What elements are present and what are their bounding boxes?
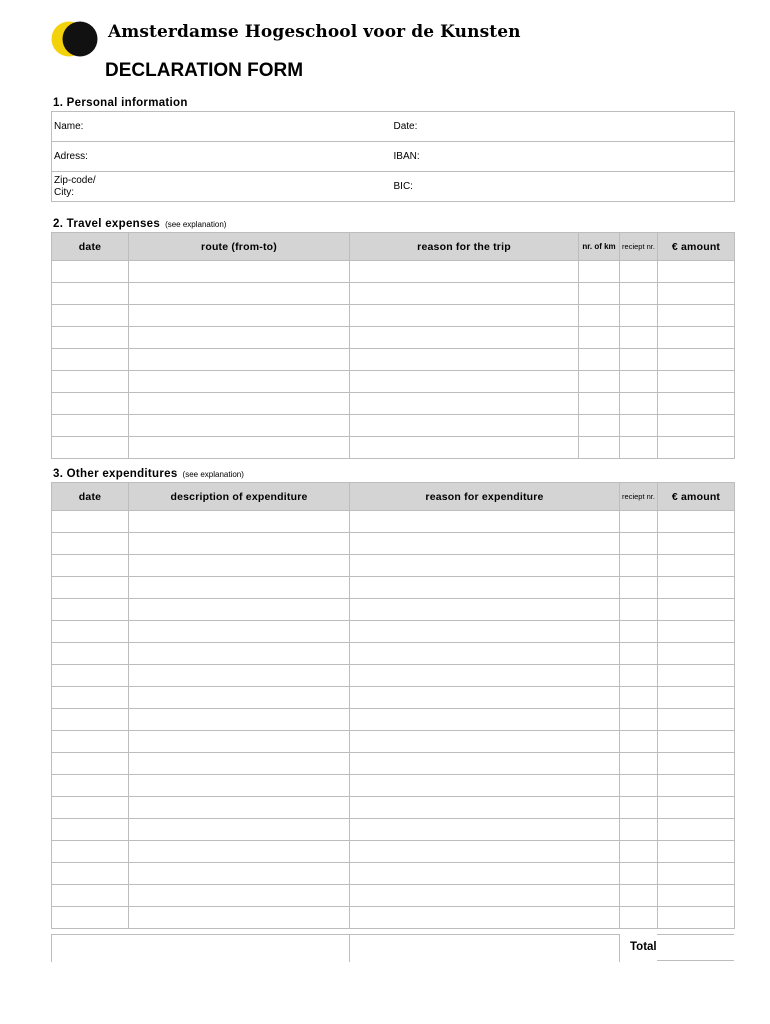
- travel-expenses-note: (see explanation): [165, 220, 227, 229]
- other-cell[interactable]: [350, 643, 620, 665]
- travel-cell[interactable]: [579, 327, 620, 349]
- other-cell[interactable]: [620, 797, 658, 819]
- other-cell[interactable]: [350, 797, 620, 819]
- other-cell[interactable]: [658, 665, 735, 687]
- other-cell[interactable]: [350, 599, 620, 621]
- other-cell[interactable]: [129, 775, 350, 797]
- travel-cell[interactable]: [620, 393, 658, 415]
- other-col-description: description of expenditure: [129, 483, 350, 511]
- other-cell[interactable]: [350, 665, 620, 687]
- other-row: [52, 841, 735, 863]
- travel-cell[interactable]: [129, 305, 350, 327]
- travel-cell[interactable]: [52, 305, 129, 327]
- personal-info-row: [52, 112, 735, 142]
- travel-cell[interactable]: [579, 393, 620, 415]
- travel-row: [52, 415, 735, 437]
- other-body: [52, 511, 735, 929]
- travel-cell[interactable]: [620, 283, 658, 305]
- personal-info-row: [52, 142, 735, 172]
- other-cell[interactable]: [620, 555, 658, 577]
- other-cell[interactable]: [52, 775, 129, 797]
- other-row: [52, 687, 735, 709]
- other-cell[interactable]: [52, 753, 129, 775]
- travel-col-receipt: reciept nr.: [620, 233, 658, 261]
- other-cell[interactable]: [620, 863, 658, 885]
- other-row: [52, 907, 735, 929]
- other-cell[interactable]: [129, 709, 350, 731]
- travel-expenses-title: 2. Travel expenses: [53, 218, 161, 230]
- other-cell[interactable]: [658, 643, 735, 665]
- date-field[interactable]: [392, 112, 735, 142]
- other-cell[interactable]: [620, 731, 658, 753]
- travel-col-route: route (from-to): [129, 233, 350, 261]
- travel-cell[interactable]: [52, 327, 129, 349]
- travel-cell[interactable]: [620, 437, 658, 459]
- travel-cell[interactable]: [620, 305, 658, 327]
- other-cell[interactable]: [350, 577, 620, 599]
- total-label: Total: [630, 941, 657, 953]
- other-row: [52, 577, 735, 599]
- other-cell[interactable]: [658, 511, 735, 533]
- other-cell[interactable]: [52, 511, 129, 533]
- other-cell[interactable]: [658, 533, 735, 555]
- other-col-amount: € amount: [658, 483, 735, 511]
- travel-row: [52, 283, 735, 305]
- travel-cell[interactable]: [129, 371, 350, 393]
- other-row: [52, 775, 735, 797]
- travel-cell[interactable]: [579, 371, 620, 393]
- travel-cell[interactable]: [620, 371, 658, 393]
- travel-cell[interactable]: [52, 415, 129, 437]
- other-cell[interactable]: [52, 665, 129, 687]
- other-cell[interactable]: [658, 797, 735, 819]
- other-cell[interactable]: [350, 753, 620, 775]
- travel-row: [52, 261, 735, 283]
- travel-cell[interactable]: [129, 415, 350, 437]
- other-row: [52, 555, 735, 577]
- travel-cell[interactable]: [129, 261, 350, 283]
- travel-header-row: [52, 233, 735, 261]
- personal-info-row: [52, 172, 735, 202]
- other-cell[interactable]: [350, 687, 620, 709]
- travel-cell[interactable]: [350, 371, 579, 393]
- other-cell[interactable]: [129, 797, 350, 819]
- travel-cell[interactable]: [620, 415, 658, 437]
- other-cell[interactable]: [129, 599, 350, 621]
- other-row: [52, 533, 735, 555]
- other-cell[interactable]: [658, 863, 735, 885]
- other-cell[interactable]: [129, 863, 350, 885]
- other-cell[interactable]: [350, 555, 620, 577]
- travel-cell[interactable]: [350, 327, 579, 349]
- travel-cell[interactable]: [350, 437, 579, 459]
- other-cell[interactable]: [52, 533, 129, 555]
- other-cell[interactable]: [52, 577, 129, 599]
- name-label: Name:: [54, 121, 84, 132]
- other-cell[interactable]: [620, 907, 658, 929]
- zip-city-field[interactable]: [52, 172, 392, 202]
- other-cell[interactable]: [350, 841, 620, 863]
- other-row: [52, 819, 735, 841]
- other-cell[interactable]: [350, 775, 620, 797]
- total-row-top-border-right: [657, 934, 734, 962]
- other-cell[interactable]: [658, 555, 735, 577]
- other-cell[interactable]: [620, 687, 658, 709]
- other-cell[interactable]: [620, 599, 658, 621]
- travel-cell[interactable]: [658, 283, 735, 305]
- zip-label: Zip-code/: [54, 174, 96, 186]
- other-cell[interactable]: [52, 731, 129, 753]
- other-cell[interactable]: [658, 819, 735, 841]
- travel-cell[interactable]: [658, 371, 735, 393]
- name-field[interactable]: [52, 112, 392, 142]
- other-cell[interactable]: [129, 819, 350, 841]
- iban-label: IBAN:: [393, 151, 420, 162]
- other-cell[interactable]: [658, 841, 735, 863]
- travel-row: [52, 393, 735, 415]
- other-cell[interactable]: [658, 599, 735, 621]
- other-cell[interactable]: [620, 885, 658, 907]
- other-cell[interactable]: [620, 753, 658, 775]
- other-cell[interactable]: [620, 665, 658, 687]
- other-cell[interactable]: [350, 511, 620, 533]
- other-cell[interactable]: [350, 885, 620, 907]
- other-cell[interactable]: [52, 709, 129, 731]
- total-row-divider: [619, 934, 620, 962]
- other-cell[interactable]: [658, 775, 735, 797]
- travel-col-reason: reason for the trip: [350, 233, 579, 261]
- travel-cell[interactable]: [350, 261, 579, 283]
- travel-cell[interactable]: [658, 393, 735, 415]
- address-label: Adress:: [54, 151, 88, 162]
- address-field[interactable]: [52, 142, 392, 172]
- other-cell[interactable]: [350, 819, 620, 841]
- travel-expenses-heading: [53, 218, 226, 230]
- travel-row: [52, 349, 735, 371]
- other-cell[interactable]: [52, 599, 129, 621]
- other-cell[interactable]: [620, 621, 658, 643]
- travel-cell[interactable]: [52, 437, 129, 459]
- other-cell[interactable]: [658, 621, 735, 643]
- other-cell[interactable]: [52, 687, 129, 709]
- other-cell[interactable]: [129, 841, 350, 863]
- personal-info-table: [51, 111, 735, 202]
- other-cell[interactable]: [52, 621, 129, 643]
- travel-cell[interactable]: [658, 327, 735, 349]
- other-cell[interactable]: [350, 709, 620, 731]
- other-cell[interactable]: [129, 687, 350, 709]
- travel-cell[interactable]: [658, 415, 735, 437]
- other-cell[interactable]: [52, 885, 129, 907]
- other-cell[interactable]: [620, 643, 658, 665]
- date-label: Date:: [393, 121, 418, 132]
- other-cell[interactable]: [129, 665, 350, 687]
- total-row-divider: [349, 934, 350, 962]
- other-cell[interactable]: [620, 819, 658, 841]
- form-title: DECLARATION FORM: [105, 60, 304, 81]
- travel-cell[interactable]: [658, 305, 735, 327]
- travel-cell[interactable]: [52, 349, 129, 371]
- organization-name: Amsterdamse Hogeschool voor de Kunsten: [108, 22, 521, 42]
- other-cell[interactable]: [129, 511, 350, 533]
- other-header-row: [52, 483, 735, 511]
- other-cell[interactable]: [658, 687, 735, 709]
- travel-cell[interactable]: [620, 349, 658, 371]
- other-cell[interactable]: [620, 709, 658, 731]
- travel-cell[interactable]: [658, 437, 735, 459]
- other-cell[interactable]: [350, 621, 620, 643]
- other-cell[interactable]: [350, 533, 620, 555]
- city-label: City:: [54, 186, 74, 198]
- other-cell[interactable]: [52, 643, 129, 665]
- other-cell[interactable]: [620, 775, 658, 797]
- other-cell[interactable]: [620, 511, 658, 533]
- other-expenditures-table: [51, 482, 735, 929]
- other-row: [52, 599, 735, 621]
- travel-cell[interactable]: [350, 305, 579, 327]
- bic-label: BIC:: [393, 181, 413, 192]
- other-cell[interactable]: [52, 555, 129, 577]
- travel-cell[interactable]: [129, 349, 350, 371]
- other-row: [52, 731, 735, 753]
- travel-cell[interactable]: [350, 393, 579, 415]
- other-cell[interactable]: [350, 907, 620, 929]
- other-cell[interactable]: [129, 907, 350, 929]
- travel-row: [52, 327, 735, 349]
- other-row: [52, 885, 735, 907]
- other-cell[interactable]: [129, 621, 350, 643]
- travel-expenses-table: [51, 232, 735, 459]
- travel-body: [52, 261, 735, 459]
- other-cell[interactable]: [658, 731, 735, 753]
- other-row: [52, 863, 735, 885]
- travel-cell[interactable]: [658, 349, 735, 371]
- other-cell[interactable]: [350, 863, 620, 885]
- travel-row: [52, 305, 735, 327]
- travel-cell[interactable]: [579, 305, 620, 327]
- other-cell[interactable]: [129, 555, 350, 577]
- other-col-date: date: [52, 483, 129, 511]
- other-cell[interactable]: [52, 863, 129, 885]
- other-cell[interactable]: [620, 841, 658, 863]
- other-row: [52, 665, 735, 687]
- travel-cell[interactable]: [350, 349, 579, 371]
- other-col-reason: reason for expenditure: [350, 483, 620, 511]
- travel-cell[interactable]: [620, 327, 658, 349]
- total-amount-field[interactable]: [657, 960, 734, 961]
- other-cell[interactable]: [52, 907, 129, 929]
- other-cell[interactable]: [620, 577, 658, 599]
- iban-field[interactable]: [392, 142, 735, 172]
- travel-col-km: nr. of km: [579, 233, 620, 261]
- bic-field[interactable]: [392, 172, 735, 202]
- other-cell[interactable]: [658, 907, 735, 929]
- travel-cell[interactable]: [52, 371, 129, 393]
- travel-cell[interactable]: [579, 349, 620, 371]
- ahk-logo: [49, 21, 101, 57]
- travel-cell[interactable]: [579, 437, 620, 459]
- other-cell[interactable]: [129, 731, 350, 753]
- travel-cell[interactable]: [350, 415, 579, 437]
- travel-cell[interactable]: [129, 283, 350, 305]
- total-row-divider: [51, 934, 52, 962]
- other-cell[interactable]: [658, 577, 735, 599]
- other-cell[interactable]: [658, 709, 735, 731]
- travel-cell[interactable]: [620, 261, 658, 283]
- other-cell[interactable]: [129, 577, 350, 599]
- travel-row: [52, 371, 735, 393]
- travel-col-amount: € amount: [658, 233, 735, 261]
- travel-cell[interactable]: [129, 393, 350, 415]
- total-row-top-border: [51, 934, 619, 962]
- travel-cell[interactable]: [579, 261, 620, 283]
- travel-cell[interactable]: [350, 283, 579, 305]
- other-cell[interactable]: [52, 819, 129, 841]
- personal-info-heading: 1. Personal information: [53, 97, 188, 109]
- other-cell[interactable]: [52, 841, 129, 863]
- other-cell[interactable]: [129, 885, 350, 907]
- other-cell[interactable]: [658, 753, 735, 775]
- other-row: [52, 643, 735, 665]
- other-row: [52, 753, 735, 775]
- other-cell[interactable]: [620, 533, 658, 555]
- other-cell[interactable]: [129, 533, 350, 555]
- other-cell[interactable]: [658, 885, 735, 907]
- other-cell[interactable]: [129, 643, 350, 665]
- other-col-receipt: reciept nr.: [620, 483, 658, 511]
- other-row: [52, 511, 735, 533]
- travel-row: [52, 437, 735, 459]
- travel-cell[interactable]: [579, 283, 620, 305]
- other-row: [52, 621, 735, 643]
- other-expenditures-title: 3. Other expenditures: [53, 468, 178, 480]
- travel-cell[interactable]: [52, 393, 129, 415]
- travel-cell[interactable]: [579, 415, 620, 437]
- travel-cell[interactable]: [52, 261, 129, 283]
- other-row: [52, 709, 735, 731]
- other-row: [52, 797, 735, 819]
- other-cell[interactable]: [129, 753, 350, 775]
- travel-cell[interactable]: [129, 437, 350, 459]
- travel-cell[interactable]: [658, 261, 735, 283]
- travel-cell[interactable]: [52, 283, 129, 305]
- travel-col-date: date: [52, 233, 129, 261]
- other-cell[interactable]: [52, 797, 129, 819]
- other-expenditures-heading: [53, 468, 244, 480]
- travel-cell[interactable]: [129, 327, 350, 349]
- other-cell[interactable]: [350, 731, 620, 753]
- other-expenditures-note: (see explanation): [182, 470, 244, 479]
